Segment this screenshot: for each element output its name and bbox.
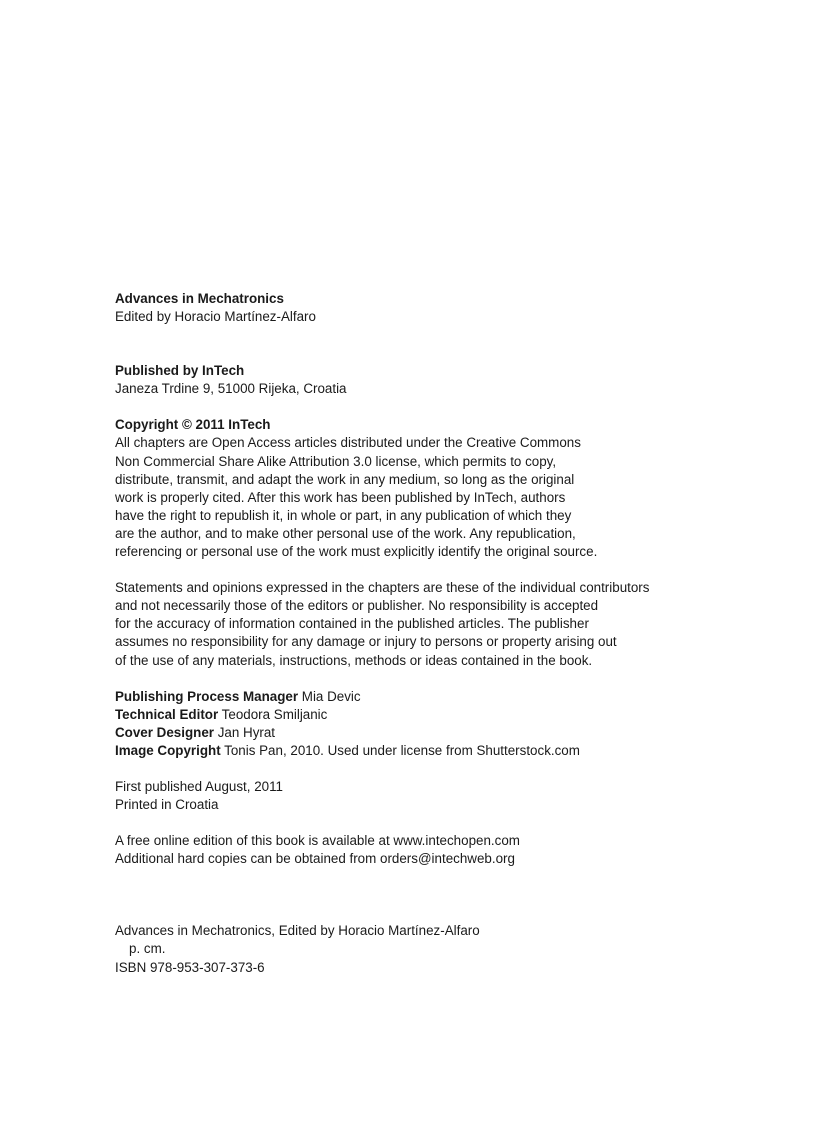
statement-line: and not necessarily those of the editors or publisher. No responsibility is accepted xyxy=(115,598,599,614)
credit-role: Cover Designer xyxy=(115,724,214,740)
credit-row xyxy=(115,706,735,724)
credit-name: Teodora Smiljanic xyxy=(221,706,328,722)
online-edition: A free online edition of this book is available at www.intechopen.com xyxy=(115,833,520,849)
copyright-block xyxy=(115,416,735,561)
copyright-heading: Copyright © 2011 InTech xyxy=(115,417,271,433)
book-title: Advances in Mechatronics xyxy=(115,291,284,306)
statement-line: of the use of any materials, instructions, methods or ideas contained in the book. xyxy=(115,652,593,668)
publication-info xyxy=(115,778,735,814)
title-block xyxy=(115,290,735,326)
catalog-pages: p. cm. xyxy=(129,941,166,957)
credit-name: Jan Hyrat xyxy=(217,724,276,740)
statement-line: assumes no responsibility for any damage or injury to persons or property arising out xyxy=(115,634,617,650)
credit-row xyxy=(115,742,735,760)
copyright-line: All chapters are Open Access articles distributed under the Creative Commons xyxy=(115,435,581,451)
credit-row xyxy=(115,724,735,742)
publisher-address: Janeza Trdine 9, 51000 Rijeka, Croatia xyxy=(115,381,347,397)
isbn: ISBN 978-953-307-373-6 xyxy=(115,959,265,975)
credits-block xyxy=(115,688,735,760)
publisher-block xyxy=(115,362,735,398)
catalog-citation: Advances in Mechatronics, Edited by Horacio Martínez-Alfaro xyxy=(115,923,480,939)
first-published: First published August, 2011 xyxy=(115,778,283,794)
copyright-line: work is properly cited. After this work has been published by InTech, authors xyxy=(115,489,566,505)
publisher-heading: Published by InTech xyxy=(115,363,245,379)
printed-in: Printed in Croatia xyxy=(115,797,219,813)
credit-row xyxy=(115,688,735,706)
copyright-line: Non Commercial Share Alike Attribution 3.0 license, which permits to copy, xyxy=(115,453,557,469)
copyright-page xyxy=(115,290,735,977)
credit-name: Tonis Pan, 2010. Used under license from Shutterstock.com xyxy=(224,742,580,758)
credit-name: Mia Devic xyxy=(301,688,361,704)
copyright-line: have the right to republish it, in whole or part, in any publication of which they xyxy=(115,507,572,523)
statement-block xyxy=(115,579,735,669)
catalog-block xyxy=(115,922,735,976)
statement-line: for the accuracy of information contained in the published articles. The publisher xyxy=(115,616,589,632)
edited-by: Edited by Horacio Martínez-Alfaro xyxy=(115,309,316,325)
credit-role: Technical Editor xyxy=(115,706,219,722)
statement-line: Statements and opinions expressed in the chapters are these of the individual contributors xyxy=(115,580,650,596)
copyright-line: referencing or personal use of the work must explicitly identify the original source. xyxy=(115,544,598,560)
credit-role: Publishing Process Manager xyxy=(115,688,299,704)
hard-copies: Additional hard copies can be obtained from orders@intechweb.org xyxy=(115,851,515,867)
copyright-line: are the author, and to make other personal use of the work. Any republication, xyxy=(115,525,576,541)
credit-role: Image Copyright xyxy=(115,742,221,758)
availability-block xyxy=(115,832,735,868)
copyright-line: distribute, transmit, and adapt the work in any medium, so long as the original xyxy=(115,471,575,487)
